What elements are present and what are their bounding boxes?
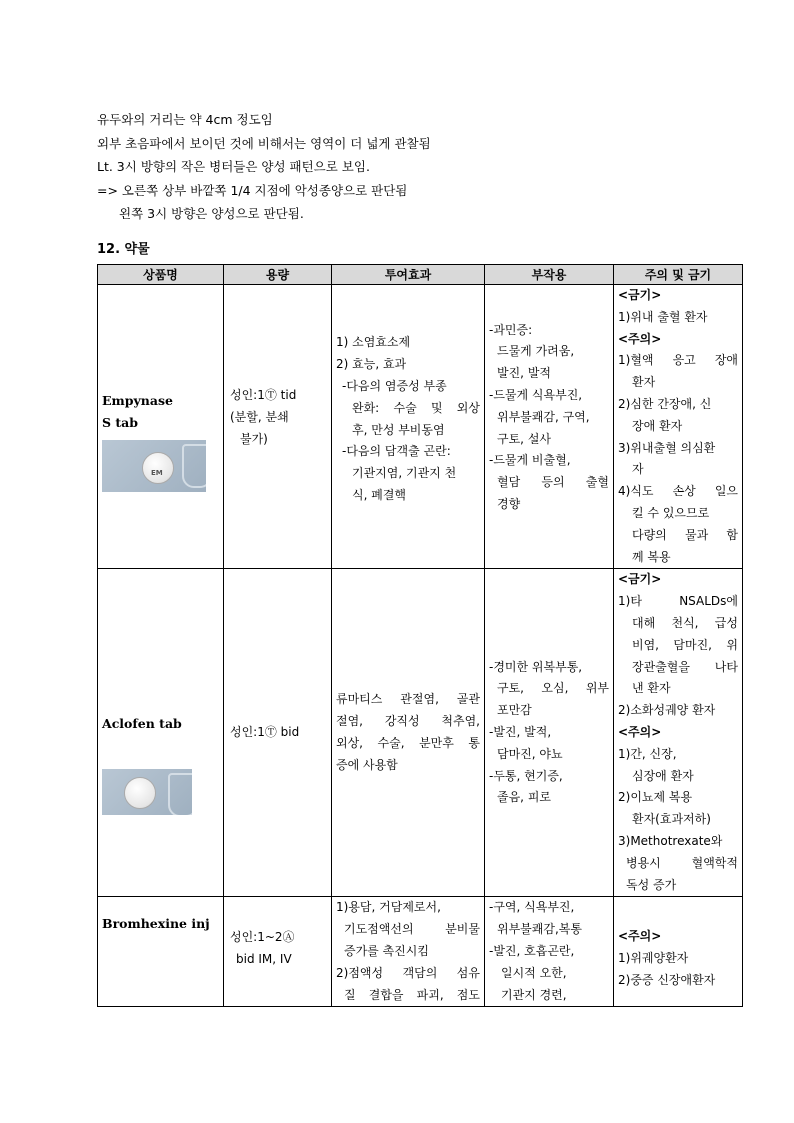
table-row: [98, 569, 743, 897]
intro-line: Lt. 3시 방향의 작은 병터들은 양성 패턴으로 보임.: [97, 159, 370, 174]
header-effect: 투여효과: [332, 265, 485, 285]
header-dose: 용량: [224, 265, 332, 285]
intro-notes: [97, 108, 431, 226]
drug-name: Empynase S tab: [102, 392, 173, 430]
package-shape: [168, 773, 192, 815]
table-header-row: [98, 265, 743, 285]
pill-image: [102, 440, 206, 492]
package-shape: [182, 444, 206, 488]
drug-name-cell: [98, 285, 224, 569]
side-effect-cell: -구역, 식욕부진, 위부불쾌감,복통 -발진, 호흡곤란, 일시적 오한, 기관지 경련,: [485, 897, 614, 1007]
caution-cell: <주의> 1)위궤양환자 2)중증 신장애환자: [614, 897, 743, 1007]
pill-imprint: EM: [151, 468, 163, 477]
header-caution: 주의 및 금기: [614, 265, 743, 285]
side-effect-cell: -경미한 위복부통, 구토, 오심, 위부 포만감 -발진, 발적, 담마진, 야뇨 -두통, 현기증, 졸음, 피로: [485, 569, 614, 897]
intro-line: => 오른쪽 상부 바깥쪽 1/4 지점에 악성종양으로 판단됨: [97, 182, 408, 198]
drug-table: [97, 264, 743, 1007]
dose-cell: 성인:1Ⓣ tid (분할, 분쇄 불가): [224, 285, 332, 569]
header-name: 상품명: [98, 265, 224, 285]
pill-tablet: [124, 777, 156, 809]
intro-line: 왼쪽 3시 방향은 양성으로 판단됨.: [119, 206, 304, 221]
table-row: [98, 897, 743, 1007]
drug-name: Aclofen tab: [102, 715, 182, 731]
table-row: [98, 285, 743, 569]
drug-name-cell: [98, 569, 224, 897]
drug-name-cell: [98, 897, 224, 1007]
section-title: 12. 약물: [97, 242, 150, 257]
effect-cell: 1)용담, 거담제로서, 기도점액선의 분비물 증가를 촉진시킴 2)점액성 객담의 섬유 질 결합을 파괴, 점도: [332, 897, 485, 1007]
dose-cell: 성인:1~2Ⓐ bid IM, IV: [224, 897, 332, 1007]
caution-cell: <금기> 1)위내 출혈 환자 <주의> 1)혈액 응고 장애 환자 2)심한 간장애, 신 장애 환자 3)위내출혈 의심환 자 4)식도 손상 일으 킬 수 있으므로 다량의 물과 함 께 복용: [614, 285, 743, 569]
header-side-effects: 부작용: [485, 265, 614, 285]
caution-cell: <금기> 1)타 NSALDs에 대해 천식, 급성 비염, 담마진, 위 장관출혈을 나타 낸 환자 2)소화성궤양 환자 <주의> 1)간, 신장, 심장애 환자 2)이뇨제 복용 환자(효과저하) 3)Methotrexate와 병용시 혈액학적 독성 증가: [614, 569, 743, 897]
pill-image: [102, 769, 192, 815]
effect-cell: 류마티스 관절염, 골관 절염, 강직성 척추염, 외상, 수술, 분만후 통 증에 사용함: [332, 569, 485, 897]
effect-cell: 1) 소염효소제 2) 효능, 효과 -다음의 염증성 부종 완화: 수술 및 외상 후, 만성 부비동염 -다음의 담객출 곤란: 기관지염, 기관지 천 식, 폐결핵: [332, 285, 485, 569]
side-effect-cell: -과민증: 드물게 가려움, 발진, 발적 -드물게 식욕부진, 위부불쾌감, 구역, 구토, 설사 -드물게 비출혈, 혈담 등의 출혈 경향: [485, 285, 614, 569]
dose-cell: 성인:1Ⓣ bid: [224, 569, 332, 897]
intro-line: 유두와의 거리는 약 4cm 정도임: [97, 112, 273, 127]
intro-line: 외부 초음파에서 보이던 것에 비해서는 영역이 더 넓게 관찰됨: [97, 135, 431, 151]
drug-name: Bromhexine inj: [102, 916, 210, 932]
